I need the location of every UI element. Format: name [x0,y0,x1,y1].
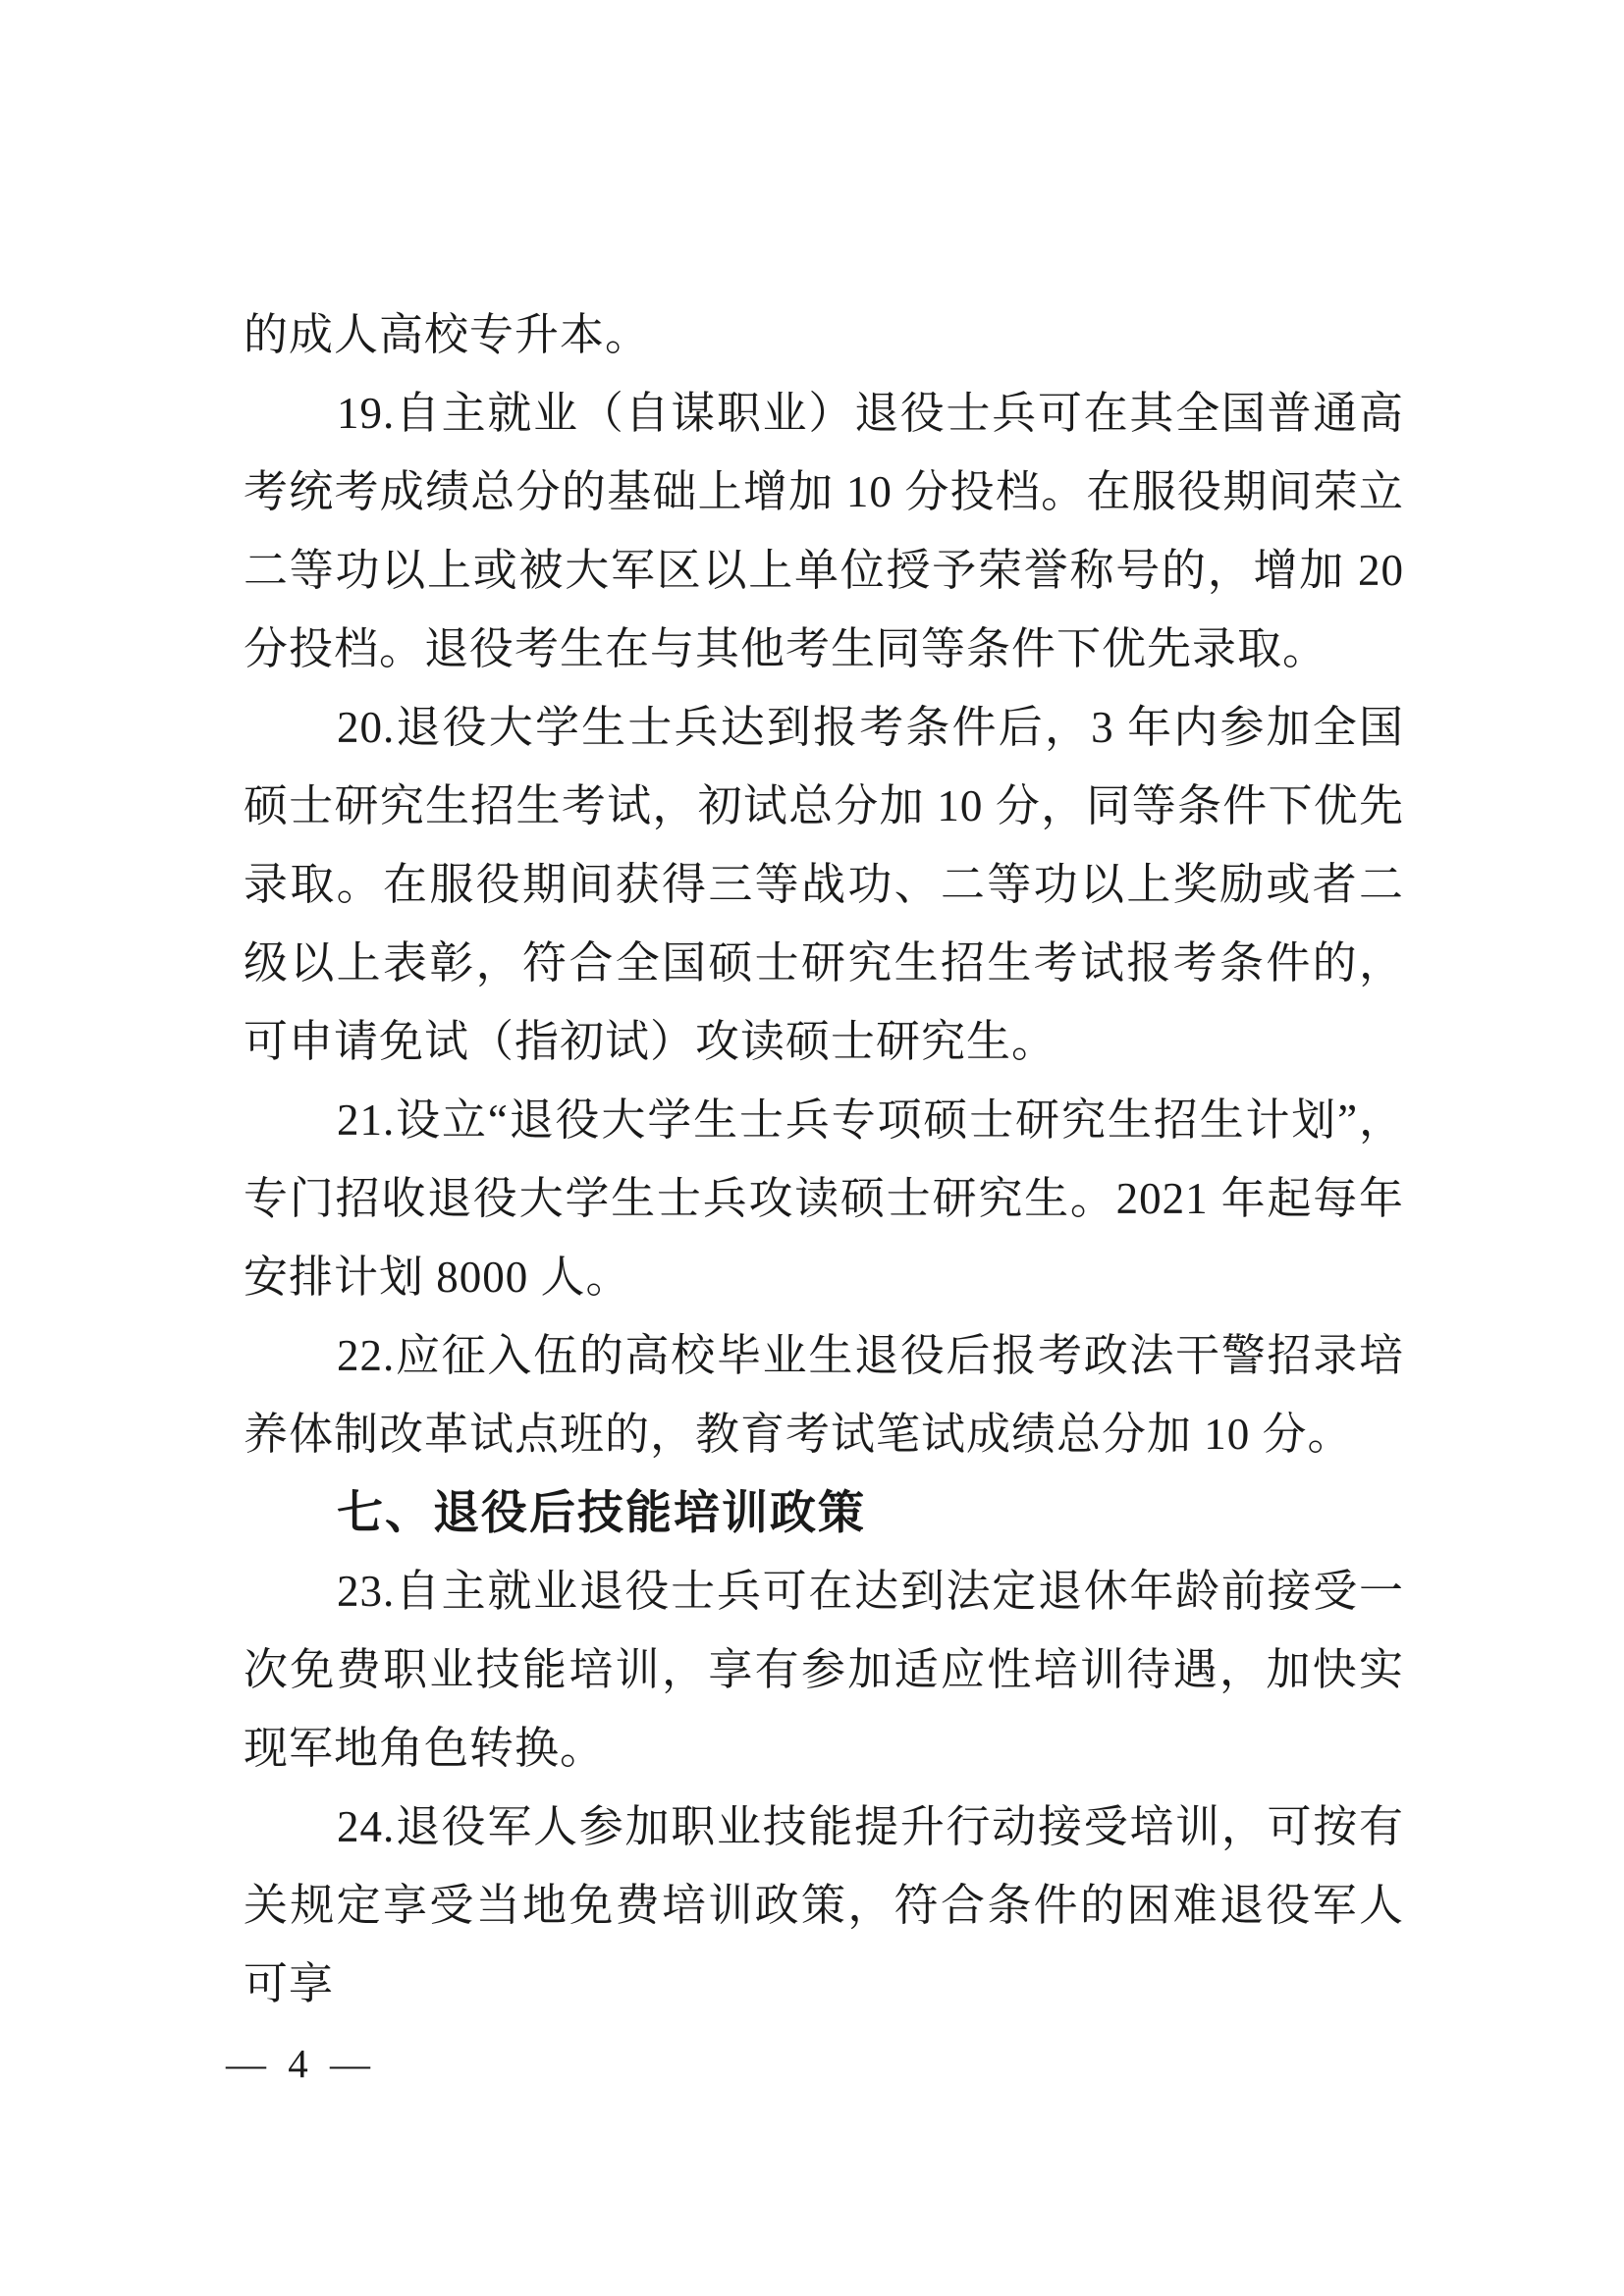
page-number: — 4 — [226,2041,376,2086]
paragraph-item-20: 20.退役大学生士兵达到报考条件后，3 年内参加全国硕士研究生招生考试，初试总分加 10 分，同等条件下优先录取。在服役期间获得三等战功、二等功以上奖励或者二级以上表彰，符合全国硕士研究生招生考试报考条件的，可申请免试（指初试）攻读硕士研究生。 [244,703,1404,1066]
paragraph-item-19: 19.自主就业（自谋职业）退役士兵可在其全国普通高考统考成绩总分的基础上增加 10 分投档。在服役期间荣立二等功以上或被大军区以上单位授予荣誉称号的，增加 20 分投档。退役考生在与其他考生同等条件下优先录取。 [244,389,1404,673]
paragraph-continuation: 的成人高校专升本。 [244,310,651,359]
page-content [244,295,1404,2023]
paragraph-item-21: 21.设立“退役大学生士兵专项硕士研究生招生计划”，专门招收退役大学生士兵攻读硕士研究生。2021 年起每年安排计划 8000 人。 [244,1095,1404,1302]
paragraph-item-23: 23.自主就业退役士兵可在达到法定退休年龄前接受一次免费职业技能培训，享有参加适应性培训待遇，加快实现军地角色转换。 [244,1567,1404,1773]
paragraph-item-24: 24.退役军人参加职业技能提升行动接受培训，可按有关规定享受当地免费培训政策，符合条件的困难退役军人可享 [244,1802,1404,2008]
paragraph-item-22: 22.应征入伍的高校毕业生退役后报考政法干警招录培养体制改革试点班的，教育考试笔试成绩总分加 10 分。 [244,1331,1404,1459]
section-heading-7: 七、退役后技能培训政策 [337,1486,866,1538]
